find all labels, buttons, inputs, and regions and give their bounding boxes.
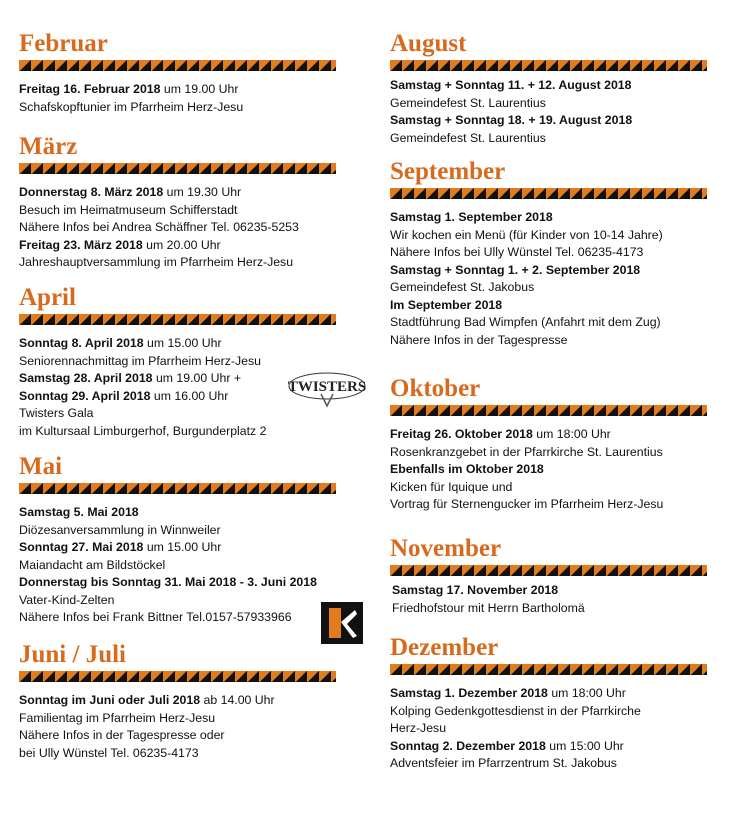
event-detail-line: im Kultursaal Limburgerhof, Burgunderplatz 2 bbox=[19, 423, 267, 438]
event-date: Ebenfalls im Oktober 2018 bbox=[390, 462, 544, 476]
event-time: um 18:00 Uhr bbox=[536, 427, 611, 441]
event-date: Freitag 16. Februar 2018 bbox=[19, 82, 161, 96]
month-section-juni bbox=[19, 641, 336, 762]
event-entry bbox=[19, 81, 336, 116]
event-date: Samstag 28. April 2018 bbox=[19, 371, 153, 385]
event-time: um 15:00 Uhr bbox=[549, 738, 624, 753]
event-detail-line: Friedhofstour mit Herrn Bartholomä bbox=[392, 600, 585, 615]
month-title: November bbox=[390, 535, 502, 562]
event-detail-line: Gemeindefest St. Jakobus bbox=[390, 280, 535, 294]
event-entry bbox=[19, 504, 336, 539]
month-section-oktober bbox=[390, 375, 707, 514]
event-entry bbox=[390, 738, 707, 773]
event-date: Freitag 26. Oktober 2018 bbox=[390, 427, 533, 441]
event-time: um 19.00 Uhr bbox=[163, 82, 239, 96]
event-date-line bbox=[19, 574, 336, 592]
triangle-band-divider bbox=[19, 163, 336, 174]
event-detail-line: Nähere Infos in der Tagespresse oder bbox=[19, 728, 225, 742]
event-entry bbox=[19, 692, 336, 762]
event-time: ab 14.00 Uhr bbox=[203, 693, 275, 707]
event-date-line bbox=[390, 209, 707, 227]
event-detail-line: Gemeindefest St. Laurentius bbox=[390, 130, 546, 145]
triangle-band-divider bbox=[390, 60, 707, 71]
event-time: um 15.00 Uhr bbox=[146, 540, 222, 554]
event-date: Samstag 1. September 2018 bbox=[390, 210, 553, 224]
event-detail-line: Adventsfeier im Pfarrzentrum St. Jakobus bbox=[390, 756, 617, 770]
event-date: Sonntag im Juni oder Juli 2018 bbox=[19, 693, 201, 707]
event-date-line bbox=[390, 262, 707, 280]
event-date-line bbox=[390, 738, 707, 756]
event-entry bbox=[390, 209, 707, 262]
event-date-line bbox=[19, 335, 336, 353]
event-entry bbox=[390, 112, 707, 147]
event-date-line bbox=[19, 692, 336, 710]
event-list bbox=[392, 582, 707, 617]
month-title: Juni / Juli bbox=[19, 641, 126, 668]
month-section-mai bbox=[19, 453, 336, 627]
event-detail-line: Vater-Kind-Zelten bbox=[19, 592, 115, 607]
event-detail-line: Seniorennachmittag im Pfarrheim Herz-Jesu bbox=[19, 353, 261, 368]
kolping-logo bbox=[321, 602, 363, 644]
event-time: um 18:00 Uhr bbox=[551, 686, 626, 700]
event-detail-line: Herz-Jesu bbox=[390, 721, 447, 735]
event-date: Samstag 5. Mai 2018 bbox=[19, 505, 139, 519]
event-detail-line: Kicken für Iquique und bbox=[390, 479, 513, 494]
event-date: Sonntag 8. April 2018 bbox=[19, 336, 144, 350]
month-section-februar bbox=[19, 30, 336, 116]
triangle-band-divider bbox=[19, 483, 336, 494]
event-list bbox=[19, 504, 336, 627]
event-date: Sonntag 27. Mai 2018 bbox=[19, 540, 144, 554]
event-entry bbox=[19, 335, 336, 370]
event-list bbox=[19, 692, 336, 762]
event-detail-line: bei Ully Wünstel Tel. 06235-4173 bbox=[19, 745, 199, 760]
event-date-line bbox=[19, 539, 336, 557]
event-list bbox=[390, 209, 707, 349]
month-title: Mai bbox=[19, 453, 63, 480]
event-detail-line: Diözesanversammlung in Winnweiler bbox=[19, 522, 221, 537]
event-entry bbox=[392, 582, 707, 617]
event-detail-line: Twisters Gala bbox=[19, 406, 94, 420]
event-entry bbox=[390, 426, 707, 461]
event-detail-line: Maiandacht am Bildstöckel bbox=[19, 557, 166, 572]
event-entry bbox=[390, 685, 707, 738]
event-time: um 19.00 Uhr + bbox=[155, 371, 242, 385]
event-date: Samstag 1. Dezember 2018 bbox=[390, 686, 548, 700]
event-detail-line: Stadtführung Bad Wimpfen (Anfahrt mit dem Zug) bbox=[390, 315, 661, 329]
event-entry bbox=[390, 262, 707, 297]
month-title: Dezember bbox=[390, 634, 499, 661]
event-detail-line: Familientag im Pfarrheim Herz-Jesu bbox=[19, 710, 216, 725]
event-date-line bbox=[19, 81, 336, 99]
event-entry bbox=[390, 461, 707, 514]
event-entry bbox=[19, 574, 336, 627]
event-date-line bbox=[19, 184, 336, 202]
event-date-line bbox=[19, 504, 336, 522]
event-list bbox=[390, 426, 707, 514]
event-date: Donnerstag bis Sonntag 31. Mai 2018 - 3. Juni 2018 bbox=[19, 575, 317, 589]
event-date-line bbox=[390, 297, 707, 315]
event-date-line bbox=[390, 461, 707, 479]
event-detail-line: Nähere Infos in der Tagespresse bbox=[390, 332, 568, 347]
event-detail-line: Nähere Infos bei Frank Bittner Tel.0157-57933966 bbox=[19, 610, 292, 624]
event-date: Samstag + Sonntag 11. + 12. August 2018 bbox=[390, 78, 632, 92]
event-time: um 15.00 Uhr bbox=[147, 336, 222, 350]
event-date: Samstag + Sonntag 18. + 19. August 2018 bbox=[390, 113, 633, 127]
triangle-band-divider bbox=[390, 188, 707, 199]
month-section-august bbox=[390, 30, 707, 147]
event-entry bbox=[390, 297, 707, 350]
event-time: um 16.00 Uhr bbox=[153, 388, 229, 403]
triangle-band-divider bbox=[19, 671, 336, 682]
event-entry bbox=[390, 77, 707, 112]
month-section-april bbox=[19, 284, 336, 440]
event-date-line bbox=[390, 426, 707, 444]
event-date-line bbox=[390, 685, 707, 703]
event-detail-line: Wir kochen ein Menü (für Kinder von 10-14 Jahre) bbox=[390, 227, 663, 242]
event-time: um 19.30 Uhr bbox=[166, 185, 242, 199]
triangle-band-divider bbox=[390, 565, 707, 576]
event-list bbox=[390, 685, 707, 773]
triangle-band-divider bbox=[390, 405, 707, 416]
kolping-logo-text: K bbox=[341, 630, 343, 631]
event-detail-line: Jahreshauptversammlung im Pfarrheim Herz-Jesu bbox=[19, 255, 294, 269]
event-date: Sonntag 2. Dezember 2018 bbox=[390, 738, 546, 753]
event-detail-line: Schafskopftunier im Pfarrheim Herz-Jesu bbox=[19, 99, 244, 114]
event-date: Donnerstag 8. März 2018 bbox=[19, 185, 164, 199]
event-entry bbox=[19, 237, 336, 272]
month-title: April bbox=[19, 284, 76, 311]
month-title: März bbox=[19, 133, 78, 160]
event-list bbox=[19, 81, 336, 116]
event-date: Samstag + Sonntag 1. + 2. September 2018 bbox=[390, 262, 641, 277]
month-title: Februar bbox=[19, 30, 108, 57]
month-section-maerz bbox=[19, 133, 336, 272]
event-date: Sonntag 29. April 2018 bbox=[19, 388, 151, 403]
month-section-september bbox=[390, 158, 707, 349]
event-date-line bbox=[390, 77, 707, 95]
event-detail-line: Kolping Gedenkgottesdienst in der Pfarrkirche bbox=[390, 703, 641, 718]
event-date: Im September 2018 bbox=[390, 297, 503, 312]
event-detail-line: Rosenkranzgebet in der Pfarrkirche St. Laurentius bbox=[390, 444, 663, 459]
event-date: Samstag 17. November 2018 bbox=[392, 583, 559, 597]
event-time: um 20.00 Uhr bbox=[146, 237, 221, 252]
event-detail-line: Besuch im Heimatmuseum Schifferstadt bbox=[19, 202, 238, 217]
twisters-logo bbox=[287, 366, 367, 408]
event-date-line bbox=[390, 112, 707, 130]
event-list bbox=[19, 184, 336, 272]
month-title: August bbox=[390, 30, 467, 57]
event-date-line bbox=[19, 237, 336, 255]
event-detail-line: Gemeindefest St. Laurentius bbox=[390, 95, 546, 110]
event-entry bbox=[19, 539, 336, 574]
event-detail-line: Nähere Infos bei Ully Wünstel Tel. 06235-4173 bbox=[390, 245, 644, 259]
event-entry bbox=[19, 184, 336, 237]
event-date-line bbox=[392, 582, 707, 600]
triangle-band-divider bbox=[19, 60, 336, 71]
event-detail-line: Vortrag für Sternengucker im Pfarrheim Herz-Jesu bbox=[390, 497, 664, 511]
event-detail-line: Nähere Infos bei Andrea Schäffner Tel. 06235-5253 bbox=[19, 220, 299, 234]
triangle-band-divider bbox=[390, 664, 707, 675]
month-title: Oktober bbox=[390, 375, 481, 402]
month-section-november bbox=[390, 535, 707, 617]
month-section-dezember bbox=[390, 634, 707, 773]
month-title: September bbox=[390, 158, 506, 185]
twisters-logo-text: TWISTERS bbox=[287, 379, 367, 395]
event-date: Freitag 23. März 2018 bbox=[19, 237, 143, 252]
event-list bbox=[390, 77, 707, 147]
triangle-band-divider bbox=[19, 314, 336, 325]
